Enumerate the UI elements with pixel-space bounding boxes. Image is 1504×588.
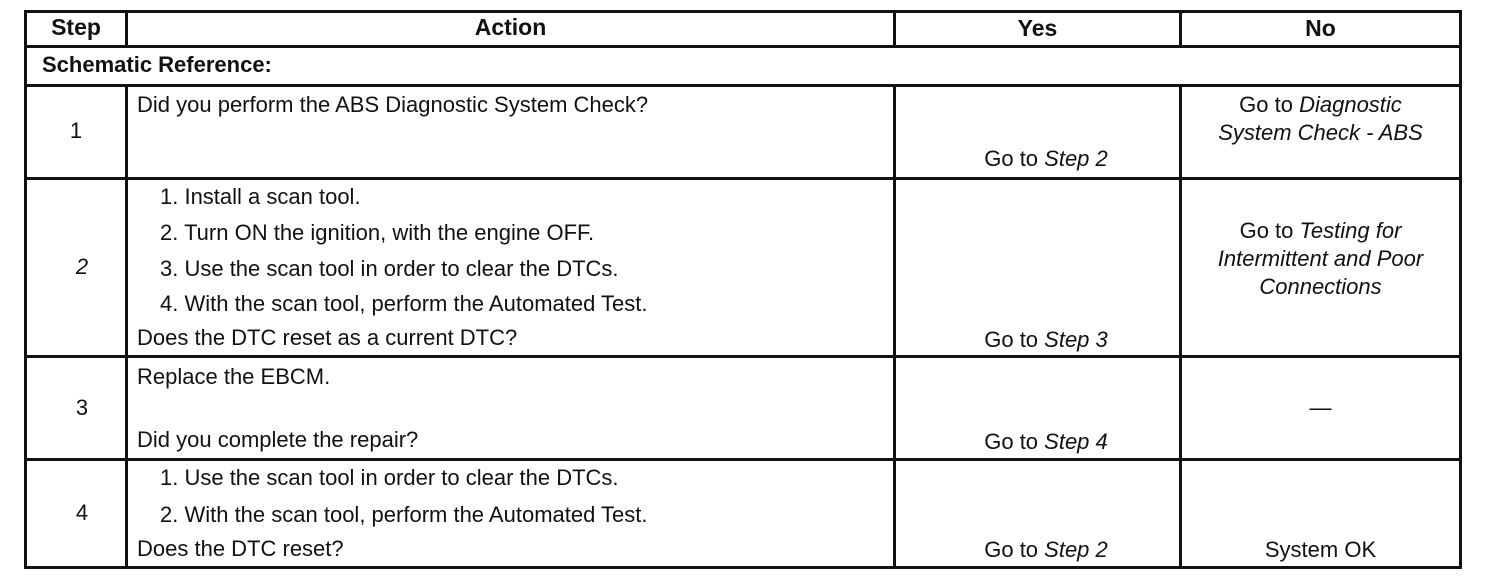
action-item: 1. Install a scan tool. [160,184,361,209]
header-step: Step [51,14,101,40]
no-cell-4: System OK [1264,537,1377,562]
action-item: 1. Use the scan tool in order to clear the DTCs. [160,465,619,490]
action-question-2: Does the DTC reset as a current DTC? [137,325,518,350]
action-item: 4. With the scan tool, perform the Automated Test. [160,291,648,316]
schematic-reference: Schematic Reference: [42,52,272,77]
row-divider-2 [24,355,1462,358]
table-border-left [24,10,27,569]
yes-cell-4: Go to Step 2 [984,537,1108,562]
table-border-bottom [24,566,1462,569]
header-no: No [1305,15,1336,41]
step-number-3: 3 [75,395,89,420]
col-divider-step [125,84,128,569]
no-cell-1: Go to Diagnostic System Check - ABS [1218,92,1423,145]
yes-cell-1: Go to Step 2 [984,146,1108,171]
yes-cell-3: Go to Step 4 [984,429,1108,454]
header-action: Action [474,14,547,40]
action-text-3: Replace the EBCM. [137,364,331,389]
table-border-right [1459,10,1462,569]
row-divider-3 [24,458,1462,461]
action-item: 2. With the scan tool, perform the Automated Test. [160,502,648,527]
step-number-2: 2 [75,254,89,279]
no-cell-2: Go to Testing for Intermittent and Poor Connections [1217,218,1424,299]
step-number-4: 4 [75,500,89,525]
action-question-1: Did you perform the ABS Diagnostic System Check? [137,92,649,117]
action-question-3: Did you complete the repair? [137,427,419,452]
header-divider [24,45,1462,48]
action-item: 3. Use the scan tool in order to clear the DTCs. [160,256,619,281]
yes-cell-2: Go to Step 3 [984,327,1108,352]
header-yes: Yes [1017,15,1058,41]
no-cell-3: — [1309,395,1332,420]
row-divider-1 [24,177,1462,180]
action-item: 2. Turn ON the ignition, with the engine OFF. [160,220,595,245]
action-question-4: Does the DTC reset? [137,536,344,561]
step-number-1: 1 [69,118,83,143]
schematic-divider [24,84,1462,87]
